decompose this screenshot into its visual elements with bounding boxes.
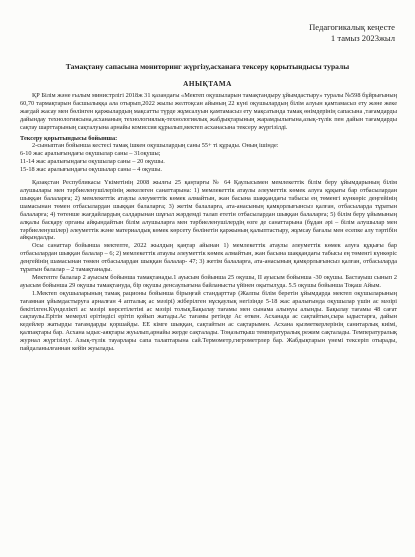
header-note xyxy=(309,22,395,44)
section1-line: 11-14 жас аралығындағы оқушылар саны – 20 оқушы. xyxy=(20,158,165,166)
header-note-line1: Педагогикалық кеңесте xyxy=(309,22,395,32)
document-title: Тамақтану сапасына мониторинг жүргізу,асханаға тексеру қорытындысы туралы xyxy=(65,62,350,71)
section1-line: 6-10 жас аралығындағы оқушылар саны – 31оқушы; xyxy=(20,150,161,158)
section1-heading: Тексеру қорытындысы бойынша: xyxy=(20,134,118,142)
section1-line: 15-18 жас аралығындағы оқушылар саны – 4 оқушы. xyxy=(20,166,162,174)
intro-paragraph: ҚР Білім және ғылым министрлігі 2018ж 31 қазандағы «Мектеп оқушыларын тамақтандыру ұйымдастыру» туралы №598 бұйрығының 60,70 тармақтарын басшылыққа ала отырып,2022 жылы желтоқсан айының 22 күні оқушылардың білім алуын қамтамасыз ету және жеке жағдай жасау мен бөлінген қаржылардың мақсатты түрде жұмсалуын қамтамасыз ету мақсатында тамақ өнімдерінің сапасына ,тағамдарды дайындау технологиясына,асхананың технологиялық-технологиялық жабдықтарының жарамдылығына,азық-түлік пен дайын тағамдарды сақтау шарттарының сақталуына арнайы комиссия құрылып,мектеп асханасына тексеру жүргізілді. xyxy=(20,92,397,131)
document-body xyxy=(20,92,397,353)
header-note-line2: 1 тамыз 2023жыл xyxy=(330,33,395,43)
document-subtitle: АНЫҚТАМА xyxy=(183,80,232,88)
section1-line: 2-сыныптан бойынша кестесі тамақ ішкен оқушылардың саны 55+ ті құрады. Оның ішінде: xyxy=(32,142,279,150)
section2-paragraph4: 1.Мектеп оқушыларының тамақ рационы бойынша бірыңғай стандарттар (Жалпы білім беретін ұйымдарда мектеп оқушыларының тағамнан ұйымдастыруға арналған 4 апталық ас мәзірі) жіберілген нұсқаулық негізінде 5-18 жас аралығында оқушылар үшін ас мәзірі бекітілген.Күнделікті ас мәзірі көрсетілетіні ас мәзірі толық.Бақылау тағамы мен сынама алынуы алынды. Бақылау тағамы 48 сағат сақтаулы.Ерітін мемерлі ерітіндісі ерітіп қойып жатады.Ас тағамы ретінде Ас өткен. Асханада ас сақтайтын,сыра ыдыстарға, дайын кедейлер жатырды тағамдарды қоршайды. ЕЕ кімге шыққан, сақтайтын ас сақтарымен. Асхана қызметкерлерінің санитарлық киімі, қалпақтары бар. Асхана ыдыс-аяқтары жуылып,арнайы жерде сақталады. Тоңазытқыш температуралық режим сақталады. Температуралық журнал жүргізілуі. Азық-түлік тауарлары сапа талаптарына сай.Термометр,гигрометрлер бар. Жабдықтарын үнемі тексеріп отырады, пайдаланылғаннан кейін жуылады. xyxy=(20,289,397,353)
section2-paragraph2: Осы санаттар бойынша мектепте, 2022 жылдың қаңтар айынан 1) мемлекеттік атаулы әлеуметтік көмек алуға құқығы бар отбасылардан шыққан балалар – 6; 2) мемлекеттік атаулы әлеуметтік көмек алмайтын, жан басына шаққандағы табысы ең төменгі күнкөріс деңгейінің шамасынан төмен отбасылардан шыққан балалар- 47; 3) жетім балаларға, ата-анасының қамқорлығынсыз қалған, отбасыларда тұратын балалар – 2 тамақтанады. xyxy=(20,242,397,274)
section2-paragraph1: Қазақстан Республикасы Үкіметінің 2008 жылғы 25 қаңтарғы № 64 Қаулысымен мемлекеттік білім беру ұйымдарының білім алушылары мен тәрбиеленушілерінің жекелеген санаттарына: 1) мемлекеттік атаулы әлеуметтік көмек алуға құқығы бар отбасылардан шыққан балаларға; 2) мемлекеттік атаулы әлеуметтік көмек алмайтын, жан басына шаққандағы табысы ең төменгі күнкөріс деңгейінің шамасынан төмен отбасылардан шыққан балаларға; 3) жетім балаларға, ата-анасының қамқорлығынсыз қалған, отбасыларда тұратын балаларға; 4) төтенше жағдайлардың салдарынан шұғыл жәрдемді талап ететін отбасылардан шыққан балаларға; 5) білім беру ұйымының алқалы басқару органы айқындайтын білім алушыларға мен тәрбиеленушілердің өзге де санаттарына (бұдан әрі – білім алушылар мен тәрбиеленушілер) әлеуметтік және материалдық көмек көрсету бөлінетін қаржының қалыптастыру, жұмсау бағалы мен есепке алу тәртібін айқындалды. xyxy=(20,179,397,242)
section2-paragraph3: Мектепте балалар 2 ауысым бойынша тамақтанады.1 ауысым бойынша 25 оқушы, II ауысым бойынша -30 оқушы. Бастауыш сынып 2 ауысым бойынша 29 оқушы тамақтануда, бір оқушы денсаулығына байланысты үйінен оқытылуда. 5.5 оқушы бойынша Тоқаш Айым. xyxy=(20,273,397,289)
